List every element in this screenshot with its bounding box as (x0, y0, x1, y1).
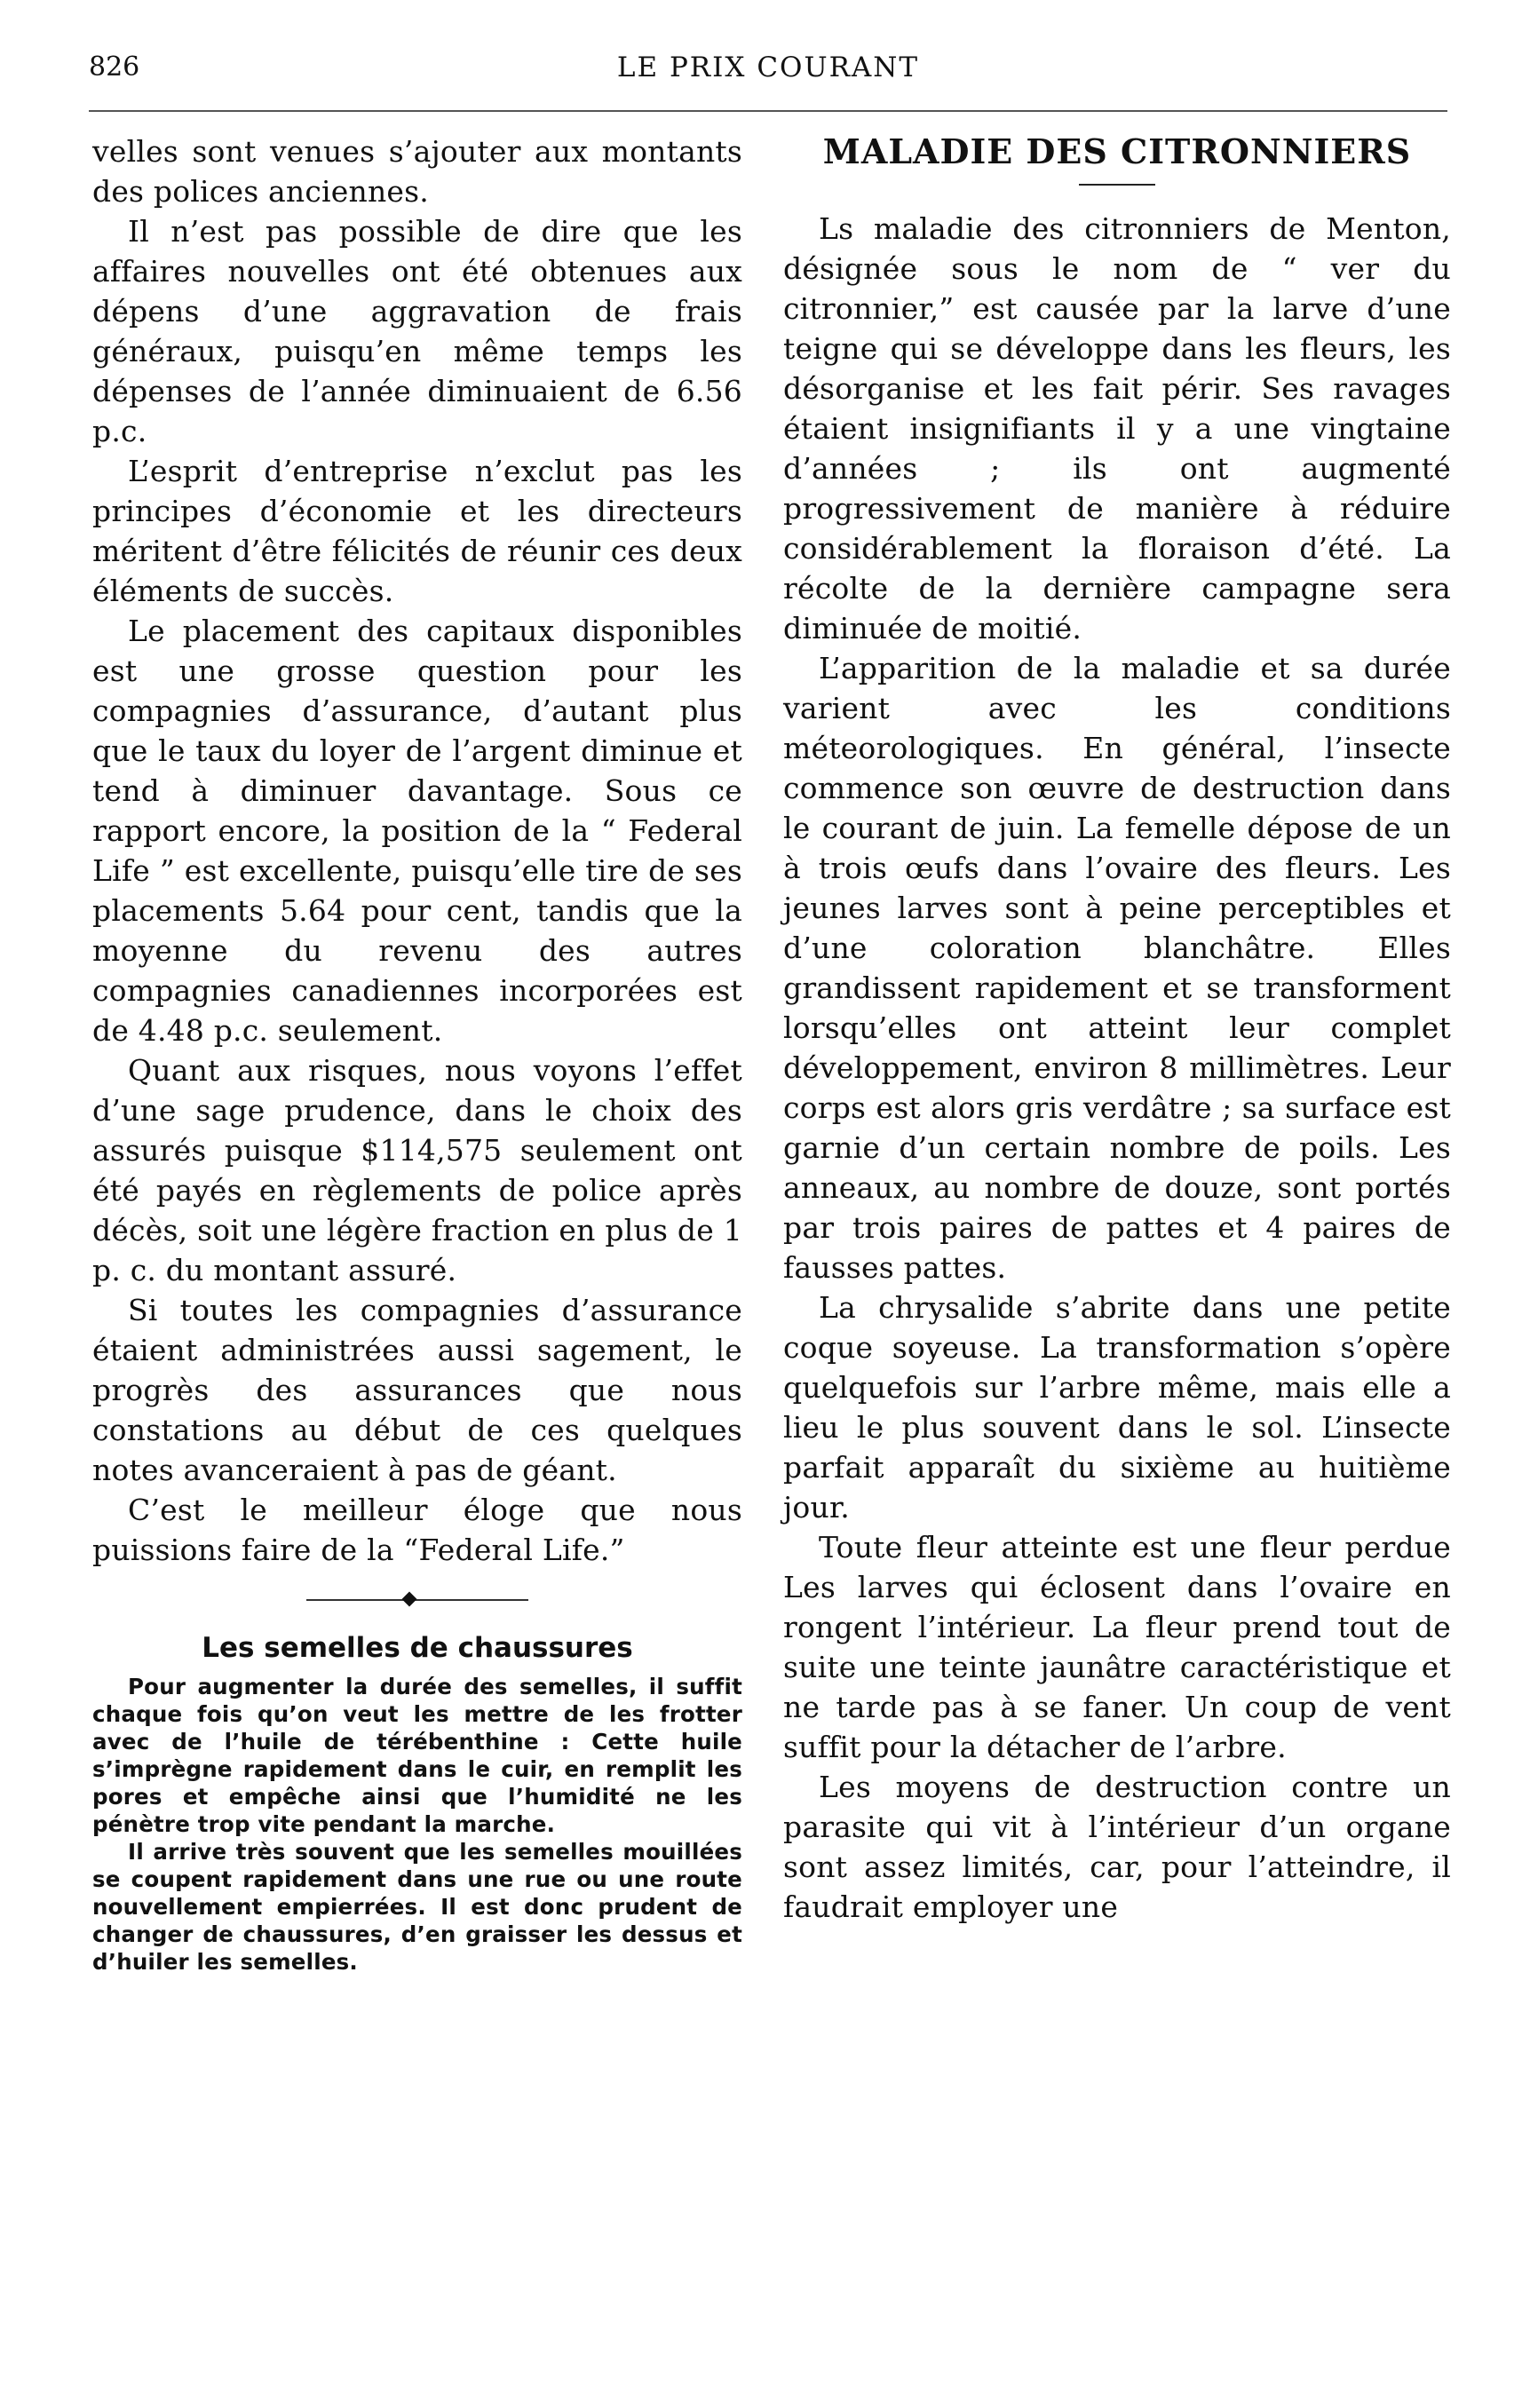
small-article (92, 1632, 742, 1976)
paragraph: Quant aux risques, nous voyons l’effet d’une sage prudence, dans le choix des assurés puisque $114,575 seulement ont été payés en règlements de police après décès, soit une légère fraction en plus de 1 p. c. du montant assuré. (92, 1053, 742, 1287)
diamond-ornament-icon (402, 1592, 417, 1607)
paragraph: velles sont venues s’ajouter aux montants des polices anciennes. (92, 134, 742, 209)
header-rule (89, 110, 1447, 112)
section-separator (306, 1591, 528, 1609)
paragraph: L’esprit d’entreprise n’exclut pas les principes d’économie et les directeurs méritent d’être félicités de réunir ces deux éléments de succès. (92, 454, 742, 608)
small-article-title: Les semelles de chaussures (202, 1632, 633, 1664)
running-title: LE PRIX COURANT (616, 51, 920, 83)
paragraph: Toute fleur atteinte est une fleur perdue Les larves qui éclosent dans l’ovaire en rongent l’intérieur. La fleur prend tout de suite une teinte jaunâtre caractéristique et ne tarde pas à se faner. Un coup de vent suffit pour la détacher de l’arbre. (783, 1530, 1451, 1764)
paragraph: Ls maladie des citronniers de Menton, désignée sous le nom de “ ver du citronnier,” est causée par la larve d’une teigne qui se développe dans les fleurs, les désorganise et les fait périr. Ses ravages étaient insignifiants il y a une vingtaine d’années ; ils ont augmenté progressivement de manière à réduire considérablement la floraison d’été. La récolte de la dernière campagne sera diminuée de moitié. (783, 211, 1451, 646)
paragraph: C’est le meilleur éloge que nous puissions faire de la “Federal Life.” (92, 1493, 742, 1567)
paragraph: La chrysalide s’abrite dans une petite coque soyeuse. La transformation s’opère quelquefois sur l’arbre même, mais elle a lieu le plus souvent dans le sol. L’insecte parfait apparaît du sixième au huitième jour. (783, 1290, 1451, 1525)
paragraph: L’apparition de la maladie et sa durée varient avec les conditions méteorologiques. En général, l’insecte commence son œuvre de destruction dans le courant de juin. La femelle dépose de un à trois œufs dans l’ovaire des fleurs. Les jeunes larves sont à peine perceptibles et d’une coloration blanchâtre. Elles grandissent rapidement et se transforment lorsqu’elles ont atteint leur complet développement, environ 8 millimètres. Leur corps est alors gris verdâtre ; sa surface est garnie d’un certain nombre de poils. Les anneaux, au nombre de douze, sont portés par trois paires de pattes et 4 paires de fausses pattes. (783, 651, 1451, 1285)
paragraph: Il n’est pas possible de dire que les affaires nouvelles ont été obtenues aux dépens d’une aggravation de frais généraux, puisqu’en même temps les dépenses de l’année diminuaient de 6.56 p.c. (92, 214, 742, 448)
paragraph: Il arrive très souvent que les semelles mouillées se coupent rapidement dans une rue ou une route nouvellement empierrées. Il est donc prudent de changer de chaussures, d’en graisser les dessus et d’huiler les semelles. (92, 1839, 742, 1975)
paragraph: Le placement des capitaux disponibles est une grosse question pour les compagnies d’assurance, d’autant plus que le taux du loyer de l’argent diminue et tend à diminuer davantage. Sous ce rapport encore, la position de la “ Federal Life ” est excellente, puisqu’elle tire de ses placements 5.64 pour cent, tandis que la moyenne du revenu des autres compagnies canadiennes incorporées est de 4.48 p.c. seulement. (92, 614, 742, 1048)
left-column (92, 131, 742, 1976)
paragraph: Pour augmenter la durée des semelles, il suffit chaque fois qu’on veut les mettre de les frotter avec de l’huile de térébenthine : Cette huile s’imprègne rapidement dans le cuir, en remplit les pores et empêche ainsi que l’humidité ne les pénètre trop vite pendant la marche. (92, 1674, 742, 1837)
paragraph: Si toutes les compagnies d’assurance étaient administrées aussi sagement, le progrès des assurances que nous constations au début de ces quelques notes avanceraient à pas de géant. (92, 1293, 742, 1487)
right-column (783, 131, 1451, 1927)
article-title: MALADIE DES CITRONNIERS (822, 131, 1412, 171)
page-header (89, 43, 1447, 87)
page-number: 826 (89, 51, 140, 83)
separator-line (306, 1599, 528, 1601)
paragraph: Les moyens de destruction contre un parasite qui vit à l’intérieur d’un organe sont assez limités, car, pour l’atteindre, il faudrait employer une (783, 1770, 1451, 1924)
title-rule (1079, 184, 1155, 186)
